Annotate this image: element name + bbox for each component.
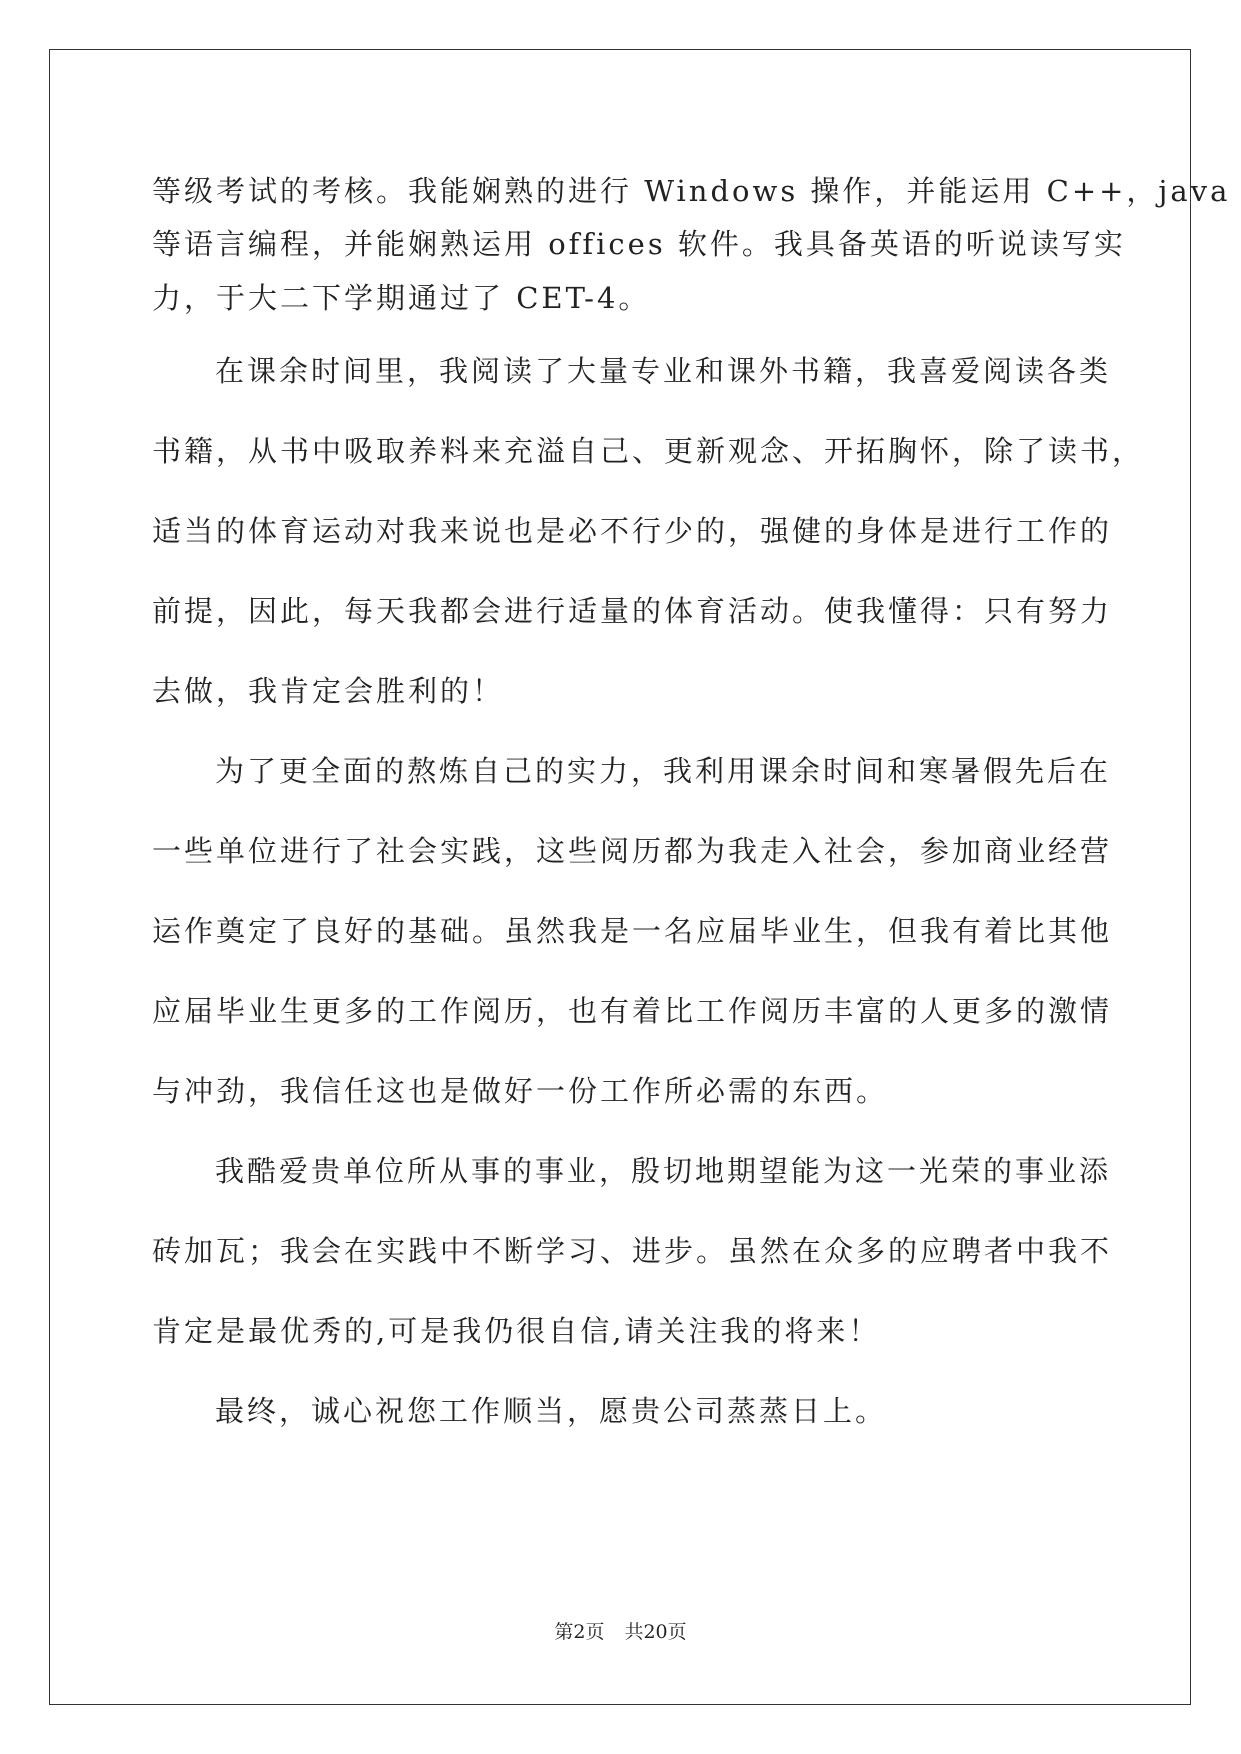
text-line: 等语言编程，并能娴熟运用 offices 软件。我具备英语的听说读写实 — [152, 227, 1126, 261]
text-line: 去做，我肯定会胜利的！ — [152, 674, 505, 708]
page-footer — [0, 1620, 1241, 1644]
text-line: 肯定是最优秀的,可是我仍很自信,请关注我的将来！ — [152, 1314, 881, 1348]
text-line: 应届毕业生更多的工作阅历，也有着比工作阅历丰富的人更多的激情 — [152, 994, 1113, 1028]
text-line: 书籍，从书中吸取养料来充溢自己、更新观念、开拓胸怀，除了读书， — [152, 434, 1145, 468]
text-line: 为了更全面的熬炼自己的实力，我利用课余时间和寒暑假先后在 — [215, 754, 1112, 788]
page-current-label: 第2页 — [554, 1621, 605, 1643]
text-line: 在课余时间里，我阅读了大量专业和课外书籍，我喜爱阅读各类 — [215, 354, 1112, 388]
text-line: 一些单位进行了社会实践，这些阅历都为我走入社会，参加商业经营 — [152, 834, 1113, 868]
text-line: 等级考试的考核。我能娴熟的进行 Windows 操作，并能运用 C++，java — [152, 174, 1231, 208]
text-line: 与冲劲，我信任这也是做好一份工作所必需的东西。 — [152, 1074, 889, 1108]
text-line: 运作奠定了良好的基础。虽然我是一名应届毕业生，但我有着比其他 — [152, 914, 1113, 948]
text-line: 力，于大二下学期通过了 CET-4。 — [152, 281, 651, 315]
text-line: 适当的体育运动对我来说也是必不行少的，强健的身体是进行工作的 — [152, 514, 1113, 548]
page-total-label: 共20页 — [624, 1621, 687, 1643]
text-line: 最终，诚心祝您工作顺当，愿贵公司蒸蒸日上。 — [215, 1394, 888, 1428]
text-line: 砖加瓦；我会在实践中不断学习、进步。虽然在众多的应聘者中我不 — [152, 1234, 1113, 1268]
text-line: 我酷爱贵单位所从事的事业，殷切地期望能为这一光荣的事业添 — [215, 1154, 1112, 1188]
text-line: 前提，因此，每天我都会进行适量的体育活动。使我懂得：只有努力 — [152, 594, 1113, 628]
